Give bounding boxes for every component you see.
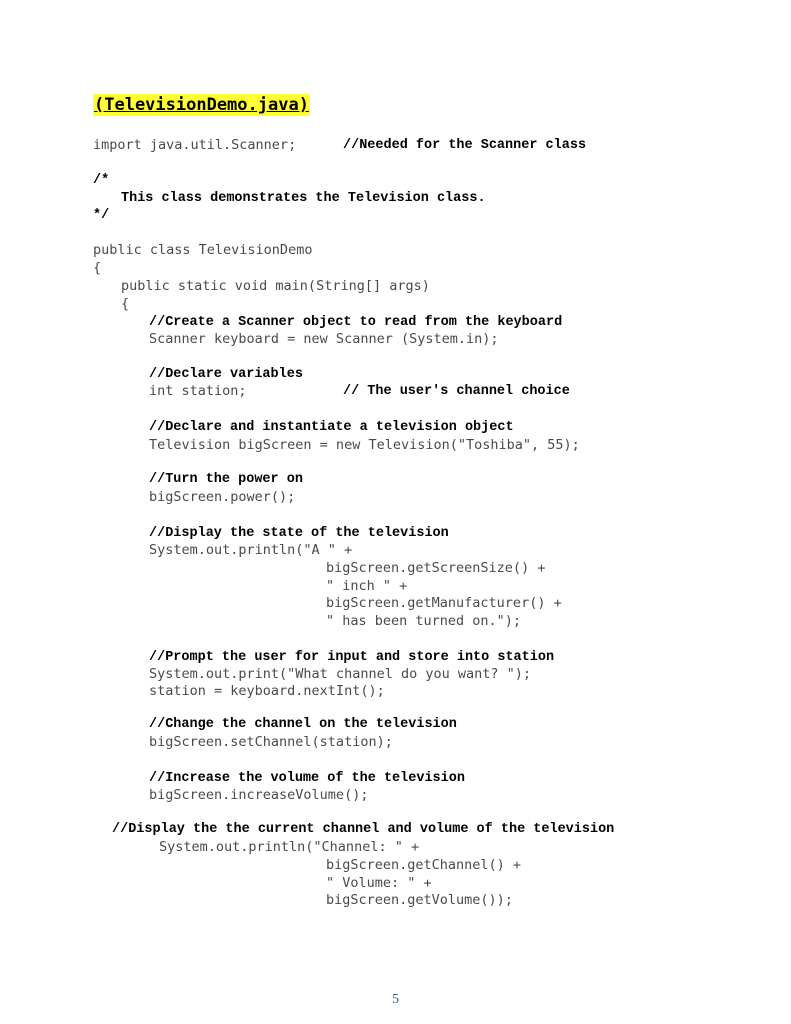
- tv-instantiation: Television bigScreen = new Television("Toshiba", 55);: [149, 437, 580, 453]
- println-state-5: " has been turned on.");: [326, 613, 522, 629]
- import-comment: //Needed for the Scanner class: [343, 138, 587, 153]
- comment-display-channel-volume: //Display the the current channel and volume of the television: [112, 822, 615, 837]
- main-declaration: public static void main(String[] args): [121, 278, 430, 294]
- println-state-3: " inch " +: [326, 578, 408, 594]
- main-open-brace: {: [121, 296, 130, 312]
- station-comment: // The user's channel choice: [343, 384, 570, 399]
- file-title: (TelevisionDemo.java): [94, 95, 309, 115]
- comment-declare-variables: //Declare variables: [149, 367, 303, 382]
- comment-instantiate-tv: //Declare and instantiate a television object: [149, 420, 514, 435]
- import-statement: import java.util.Scanner;: [93, 137, 297, 153]
- comment-prompt-user: //Prompt the user for input and store into station: [149, 650, 555, 665]
- println-state-4: bigScreen.getManufacturer() +: [326, 595, 562, 611]
- comment-increase-volume: //Increase the volume of the television: [149, 771, 465, 786]
- increasevolume-call: bigScreen.increaseVolume();: [149, 787, 369, 803]
- println-state-2: bigScreen.getScreenSize() +: [326, 560, 546, 576]
- nextint-statement: station = keyboard.nextInt();: [149, 683, 385, 699]
- doc-comment-open: /*: [93, 173, 110, 188]
- setchannel-call: bigScreen.setChannel(station);: [149, 734, 393, 750]
- println-final-1: System.out.println("Channel: " +: [159, 839, 420, 855]
- class-open-brace: {: [93, 260, 102, 276]
- comment-display-state: //Display the state of the television: [149, 526, 449, 541]
- print-prompt: System.out.print("What channel do you want? ");: [149, 666, 532, 682]
- scanner-statement: Scanner keyboard = new Scanner (System.in);: [149, 331, 499, 347]
- station-declaration: int station;: [149, 383, 247, 399]
- doc-comment-body: This class demonstrates the Television class.: [121, 191, 486, 206]
- println-state-1: System.out.println("A " +: [149, 542, 353, 558]
- comment-change-channel: //Change the channel on the television: [149, 717, 457, 732]
- println-final-2: bigScreen.getChannel() +: [326, 857, 522, 873]
- comment-create-scanner: //Create a Scanner object to read from the keyboard: [149, 315, 563, 330]
- doc-comment-close: */: [93, 208, 110, 223]
- class-declaration: public class TelevisionDemo: [93, 242, 313, 258]
- power-call: bigScreen.power();: [149, 489, 296, 505]
- page-number: 5: [392, 992, 399, 1007]
- println-final-4: bigScreen.getVolume());: [326, 892, 513, 908]
- println-final-3: " Volume: " +: [326, 875, 432, 891]
- comment-turn-power-on: //Turn the power on: [149, 472, 303, 487]
